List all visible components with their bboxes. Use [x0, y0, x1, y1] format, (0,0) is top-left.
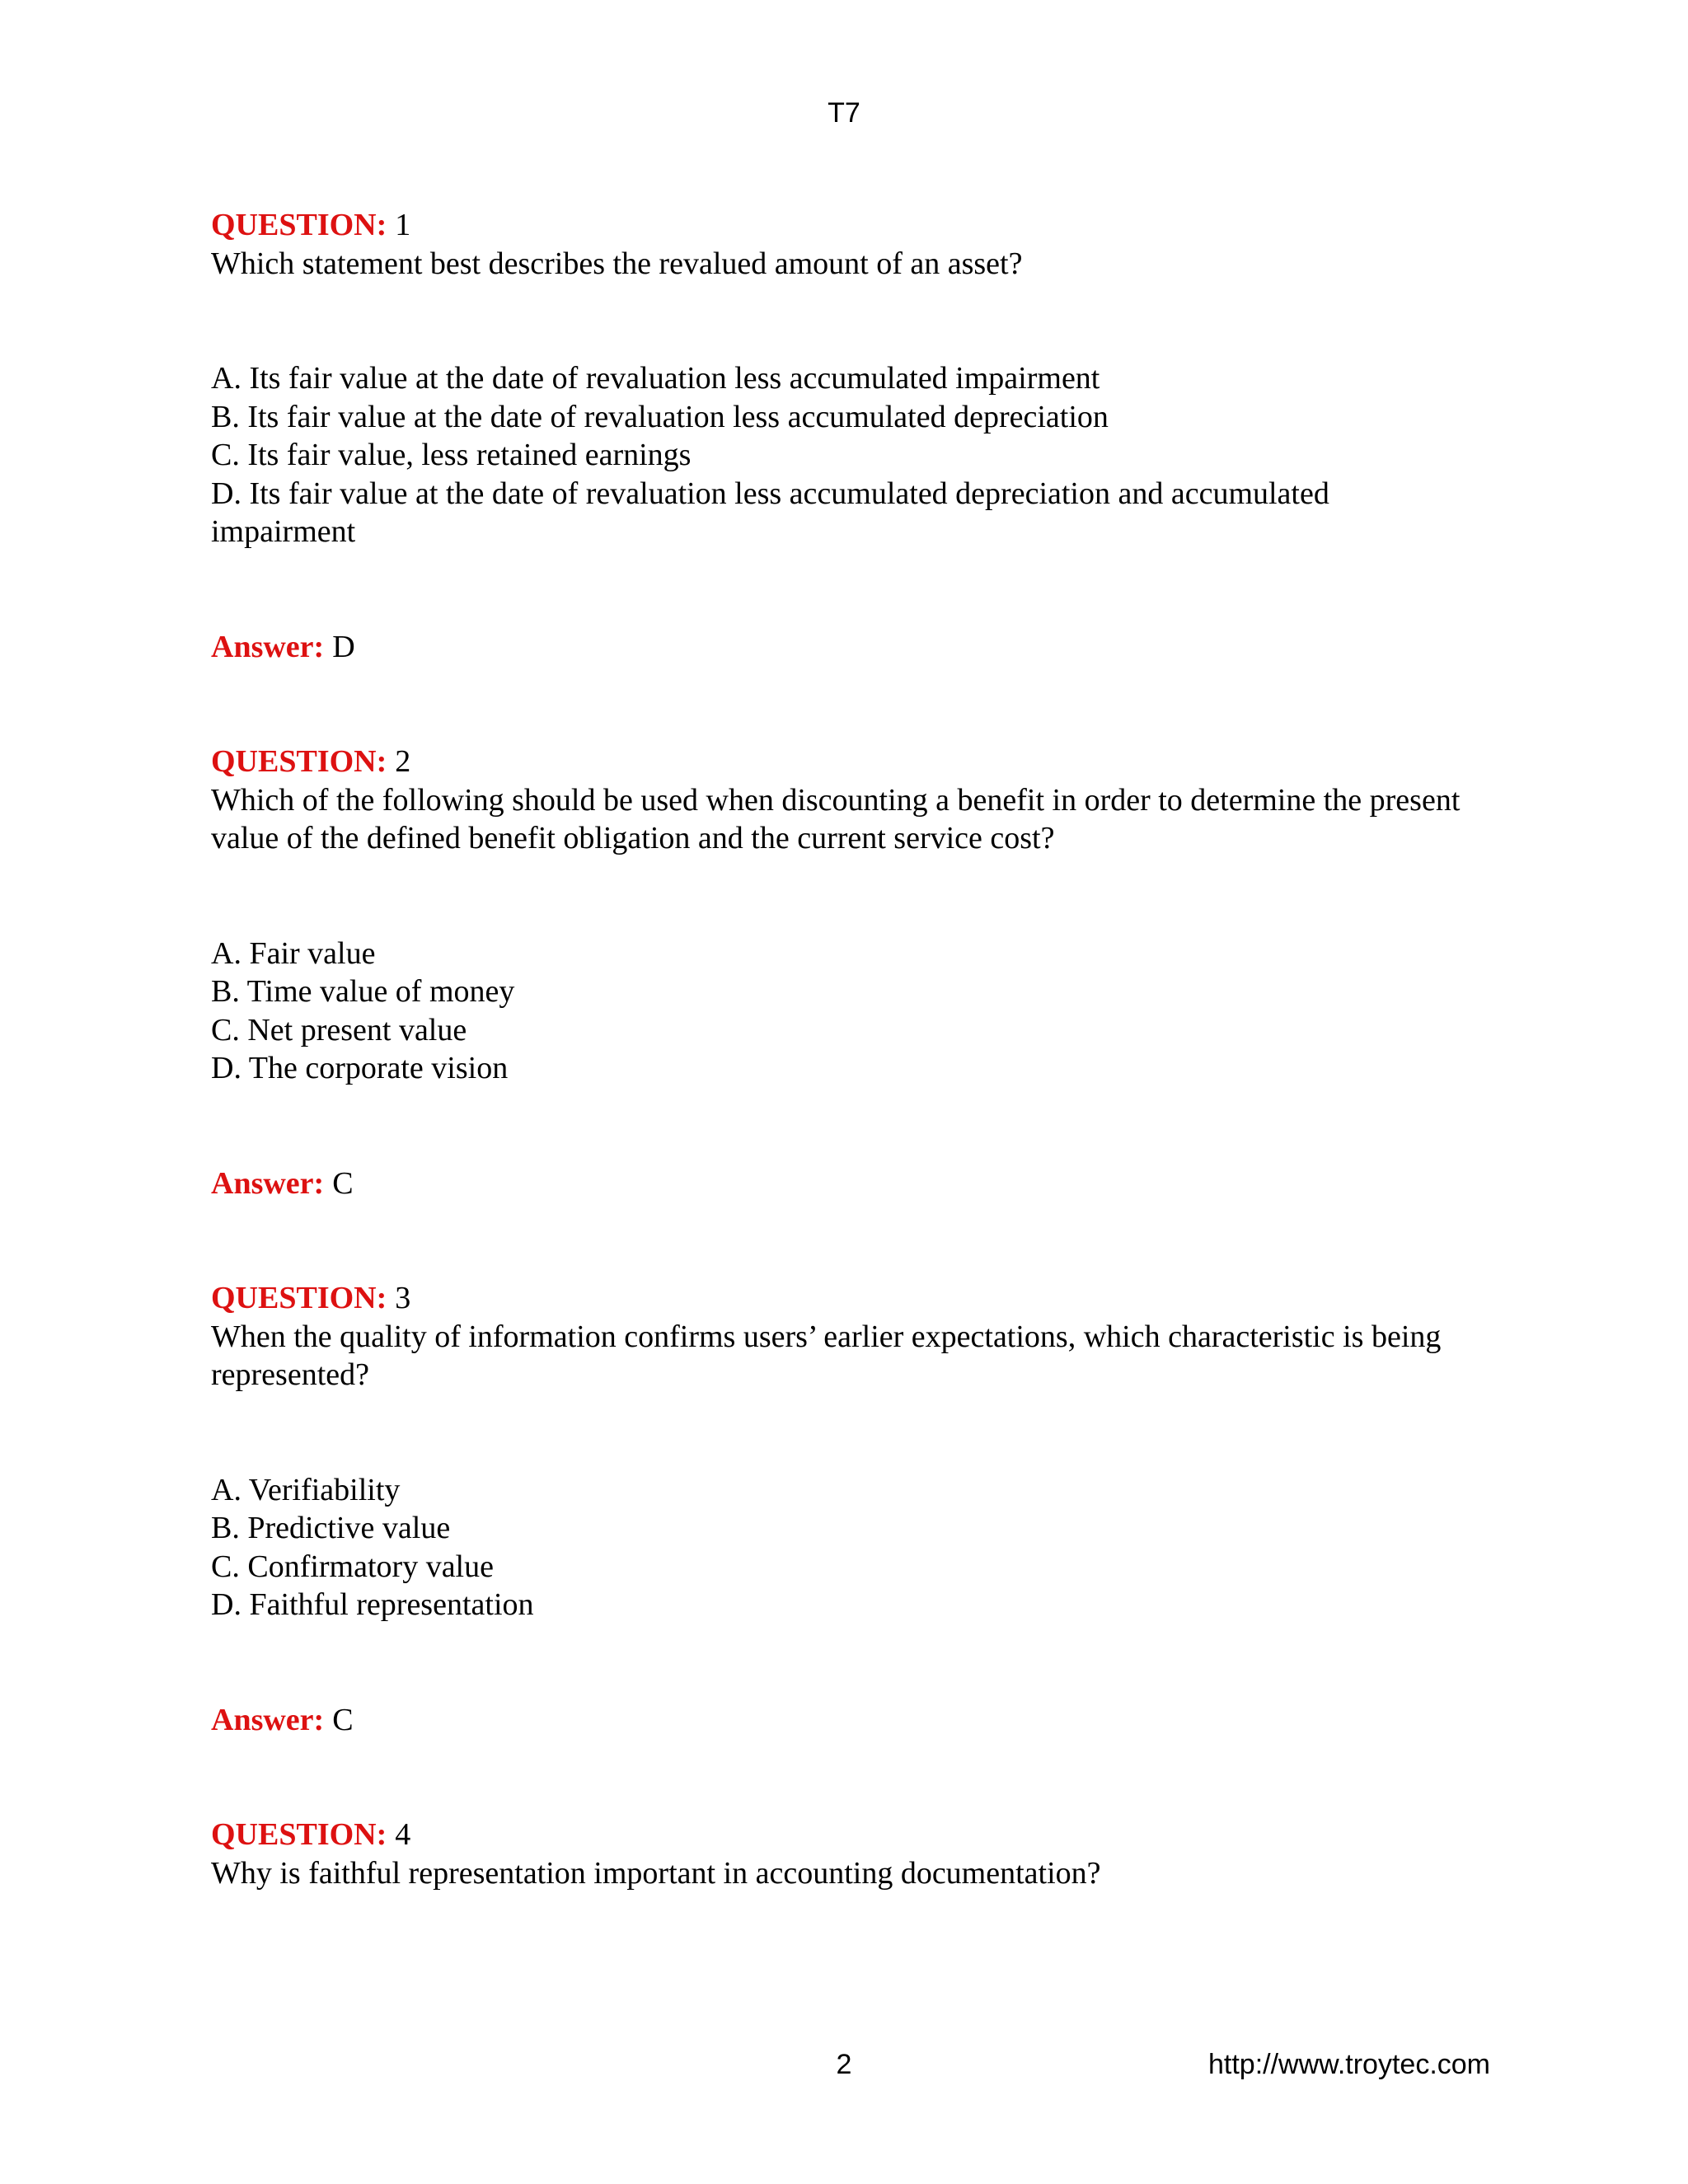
footer-url: http://www.troytec.com: [1208, 2049, 1490, 2080]
question-block: [211, 206, 1480, 743]
question-text: Why is faithful representation important in accounting documentation?: [211, 1855, 1101, 1891]
question-label: QUESTION:: [211, 1817, 387, 1852]
question-number: 3: [395, 1281, 411, 1315]
question-number: 4: [395, 1817, 411, 1852]
option-list: [211, 359, 1480, 551]
question-label: QUESTION:: [211, 208, 387, 242]
question-heading: [211, 206, 1480, 245]
answer-value: C: [332, 1702, 354, 1737]
option-item: C. Net present value: [211, 1012, 467, 1047]
question-block: [211, 743, 1480, 1279]
answer-label: Answer:: [211, 1165, 325, 1201]
option-item: A. Its fair value at the date of revaluation less accumulated impairment: [211, 361, 1100, 396]
answer-value: D: [332, 629, 355, 664]
answer-value: C: [332, 1165, 354, 1201]
option-item: B. Its fair value at the date of revaluation less accumulated depreciation: [211, 399, 1109, 434]
question-heading: [211, 1816, 1480, 1854]
question-number: 2: [395, 744, 411, 779]
option-item: C. Its fair value, less retained earnings: [211, 438, 692, 472]
option-item: A. Verifiability: [211, 1472, 401, 1507]
question-number: 1: [395, 208, 411, 242]
question-heading: [211, 743, 1480, 781]
option-item: C. Confirmatory value: [211, 1549, 494, 1584]
question-label: QUESTION:: [211, 1281, 387, 1315]
question-text: Which statement best describes the revalued amount of an asset?: [211, 246, 1023, 281]
option-item: D. Its fair value at the date of revaluation less accumulated depreciation and accumulated impairment: [211, 476, 1329, 549]
question-block: [211, 1279, 1480, 1816]
question-text: Which of the following should be used when discounting a benefit in order to determine the present value of the defined benefit obligation and the current service cost?: [211, 782, 1461, 855]
option-list: [211, 935, 1480, 1088]
answer-line: [211, 1165, 1480, 1203]
option-item: B. Predictive value: [211, 1511, 451, 1545]
option-item: A. Fair value: [211, 935, 376, 971]
option-item: B. Time value of money: [211, 974, 515, 1009]
question-heading: [211, 1279, 1480, 1318]
option-item: D. The corporate vision: [211, 1051, 509, 1085]
page-header: T7: [828, 97, 860, 129]
option-list: [211, 1471, 1480, 1624]
option-item: D. Faithful representation: [211, 1587, 534, 1622]
answer-line: [211, 1701, 1480, 1740]
page-number: 2: [836, 2049, 852, 2080]
question-label: QUESTION:: [211, 744, 387, 779]
answer-line: [211, 628, 1480, 667]
answer-label: Answer:: [211, 1702, 325, 1737]
answer-label: Answer:: [211, 629, 325, 664]
question-block: [211, 1816, 1480, 1892]
question-list: [211, 206, 1480, 1892]
question-text: When the quality of information confirms users’ earlier expectations, which characteristic is being represented?: [211, 1319, 1442, 1392]
